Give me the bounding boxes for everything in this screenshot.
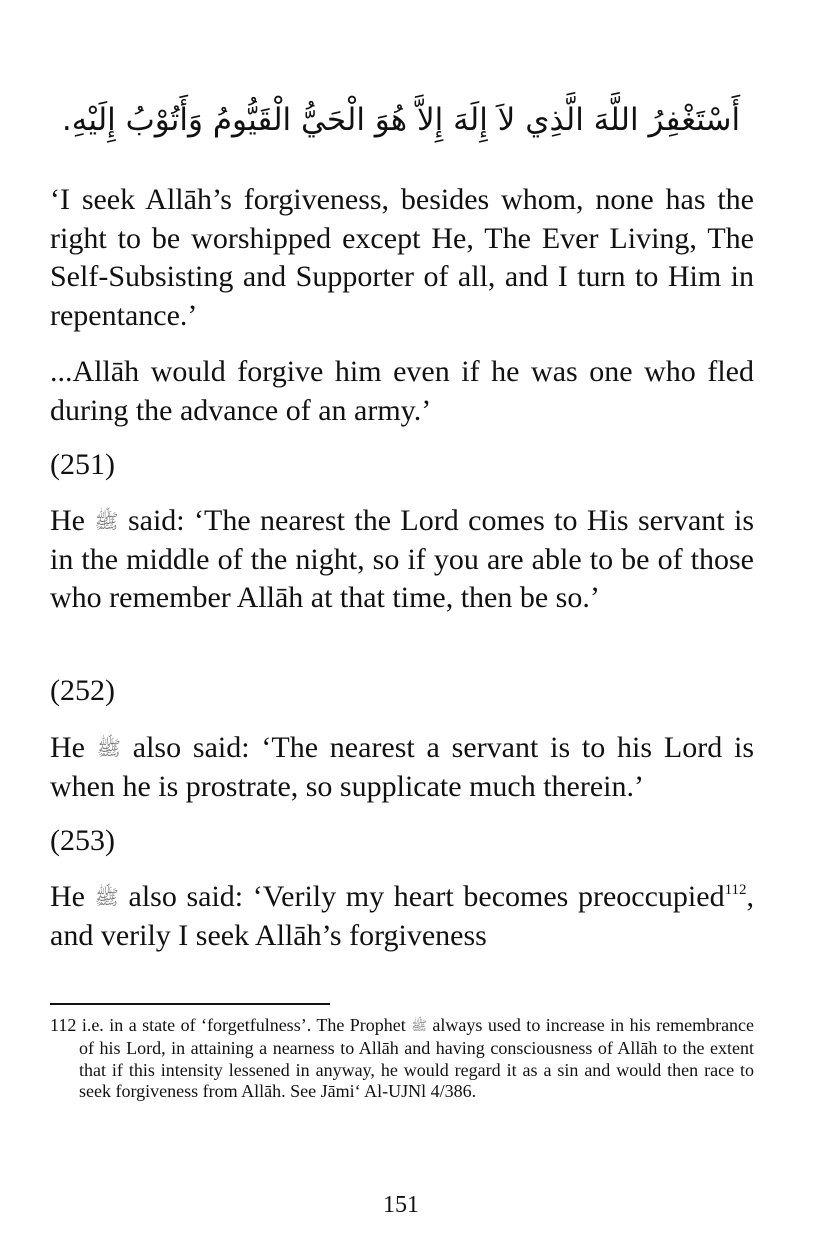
hadith-253-number: (253) <box>50 824 115 857</box>
salutation-icon: ﷺ <box>411 1019 427 1034</box>
hadith-253-paragraph <box>50 878 754 955</box>
hadith-251-paragraph <box>50 502 754 618</box>
footnote-text-end: always used to increase in his remembrance of his Lord, in attaining a nearness to Allāh and having consciousness of Allāh to the extent that if this intensity lessened in anyway, he would regard it as a sin and would then race to seek forgiveness from Allāh. See Jāmi‘ Al-UJNl 4/386. <box>79 1015 755 1102</box>
hadith-252-paragraph <box>50 729 754 806</box>
hadith-252-number: (252) <box>50 674 115 707</box>
continuation-paragraph: ...Allāh would forgive him even if he was one who fled during the advance of an army.’ <box>50 355 754 427</box>
hadith-252-text: also said: ‘The nearest a servant is to his Lord is when he is prostrate, so supplicate much therein.’ <box>50 731 755 803</box>
footnote-text-start: i.e. in a state of ‘forgetfulness’. The Prophet <box>81 1015 406 1035</box>
page-number: 151 <box>383 1192 419 1218</box>
hadith-252-speaker: He <box>50 731 85 764</box>
footnote-divider <box>50 1003 330 1005</box>
arabic-supplication: أَسْتَغْفِرُ اللَّهَ الَّذِي لاَ إِلَهَ إِلاَّ هُوَ الْحَيُّ الْقَيُّومُ وَأَتُوْبُ إِلَيْهِ. <box>61 102 741 138</box>
supplication-translation: ‘I seek Allāh’s forgiveness, besides whom, none has the right to be worshipped except He, The Ever Living, The Self-Subsisting and Supporter of all, and I turn to Him in repentance.’ <box>50 183 754 332</box>
footnote-number: 112 <box>50 1015 77 1035</box>
hadith-253-text-end: , and verily I seek Allāh’s forgiveness <box>50 880 755 952</box>
hadith-251-number: (251) <box>50 448 115 481</box>
salutation-icon: ﷺ <box>94 509 119 533</box>
salutation-icon: ﷺ <box>94 885 119 909</box>
footnote-reference: 112 <box>724 882 747 898</box>
hadith-251-text: said: ‘The nearest the Lord comes to His servant is in the middle of the night, so if you are able to be of those who remember Allāh at that time, then be so.’ <box>50 504 755 614</box>
footnote-112 <box>50 1015 754 1103</box>
hadith-251-speaker: He <box>50 504 85 537</box>
hadith-253-text-start: also said: ‘Verily my heart becomes preoccupied <box>128 880 725 913</box>
salutation-icon: ﷺ <box>96 736 121 760</box>
hadith-253-speaker: He <box>50 880 85 913</box>
